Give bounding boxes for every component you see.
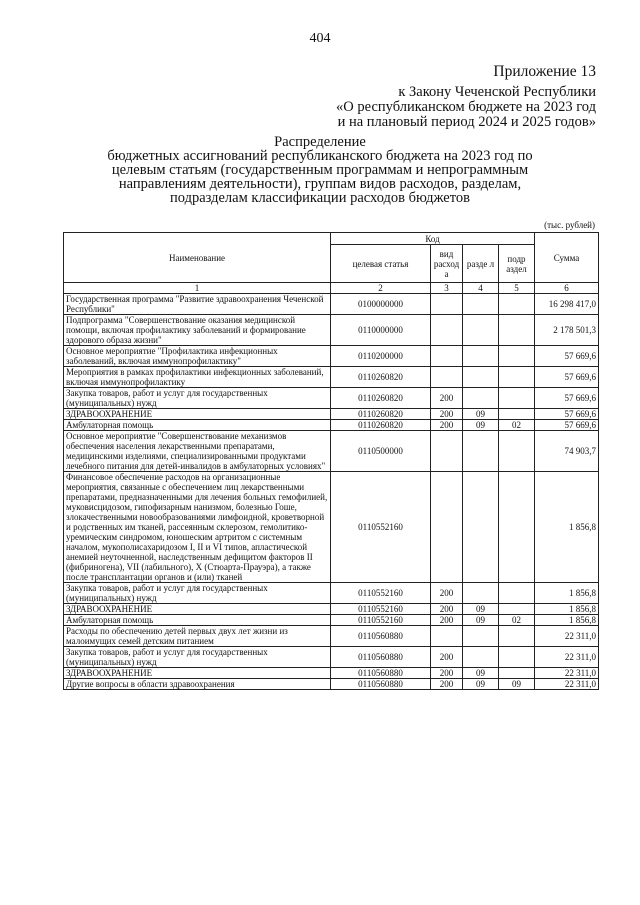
- row-name: Основное мероприятие "Совершенствование механизмов обеспечения населения лекарственными препаратами, медицинскими изделиями, специализированными продуктами лечебного питания для детей-инвалидов в амбулаторных условиях": [64, 431, 331, 472]
- row-sum: 57 669,6: [535, 367, 599, 388]
- row-podrazdel: [499, 647, 535, 668]
- row-razdel: [463, 583, 499, 604]
- row-razdel: 09: [463, 668, 499, 679]
- column-index: 5: [499, 283, 535, 294]
- row-name: Закупка товаров, работ и услуг для государственных (муниципальных) нужд: [64, 388, 331, 409]
- row-podrazdel: [499, 294, 535, 315]
- row-vid: 200: [431, 604, 463, 615]
- header-razdel: разде л: [463, 245, 499, 283]
- heading-line: направлениям деятельности), группам видов расходов, разделам,: [118, 176, 522, 192]
- heading-line: Распределение: [274, 134, 366, 150]
- row-target: 0110200000: [331, 346, 431, 367]
- row-razdel: 09: [463, 420, 499, 431]
- row-name: ЗДРАВООХРАНЕНИЕ: [64, 604, 331, 615]
- row-target: 0110560880: [331, 626, 431, 647]
- row-vid: [431, 626, 463, 647]
- row-name: Государственная программа "Развитие здравоохранения Чеченской Республики": [64, 294, 331, 315]
- row-podrazdel: [499, 409, 535, 420]
- table-row: [64, 679, 599, 690]
- table-row: [64, 626, 599, 647]
- row-name: Финансовое обеспечение расходов на организационные мероприятия, связанные с обеспечением лиц лекарственными препаратами, предназначенными для лечения больных гемофилией, муковисцидозом, гипофизарным нанизмом, болезнью Гоше, злокачественными новообразованиями лимфоидной, кроветворной и родственных им тканей, рассеянным склерозом, гемолитико-уремическим синдромом, юношеским артритом с системным началом, мукополисахаридозом I, II и VI типов, апластической анемией неуточненной, наследственным дефицитом факторов II (фибриногена), VII (лабильного), X (Стюарта-Прауэра), а также после трансплантации органов и (или) тканей: [64, 472, 331, 583]
- row-name: Амбулаторная помощь: [64, 420, 331, 431]
- row-razdel: [463, 315, 499, 346]
- column-index: 2: [331, 283, 431, 294]
- row-podrazdel: [499, 604, 535, 615]
- row-vid: 200: [431, 388, 463, 409]
- heading-line: бюджетных ассигнований республиканского бюджета на 2023 год по: [107, 148, 533, 164]
- row-podrazdel: [499, 367, 535, 388]
- row-vid: [431, 315, 463, 346]
- row-vid: [431, 431, 463, 472]
- column-index: 3: [431, 283, 463, 294]
- row-razdel: [463, 626, 499, 647]
- header-name: Наименование: [64, 233, 331, 283]
- row-razdel: 09: [463, 679, 499, 690]
- row-target: 0110260820: [331, 388, 431, 409]
- row-vid: 200: [431, 668, 463, 679]
- row-sum: 22 311,0: [535, 679, 599, 690]
- column-index-row: [64, 283, 599, 294]
- row-name: Закупка товаров, работ и услуг для государственных (муниципальных) нужд: [64, 647, 331, 668]
- row-vid: [431, 367, 463, 388]
- table-row: [64, 294, 599, 315]
- header-code: Код: [331, 233, 535, 245]
- row-name: ЗДРАВООХРАНЕНИЕ: [64, 668, 331, 679]
- row-vid: 200: [431, 409, 463, 420]
- row-podrazdel: [499, 626, 535, 647]
- row-sum: 1 856,8: [535, 472, 599, 583]
- table-row: [64, 431, 599, 472]
- row-podrazdel: [499, 472, 535, 583]
- row-razdel: 09: [463, 615, 499, 626]
- row-target: 0110552160: [331, 604, 431, 615]
- row-vid: 200: [431, 647, 463, 668]
- row-sum: 57 669,6: [535, 346, 599, 367]
- row-sum: 74 903,7: [535, 431, 599, 472]
- row-sum: 1 856,8: [535, 604, 599, 615]
- row-sum: 22 311,0: [535, 626, 599, 647]
- column-index: 4: [463, 283, 499, 294]
- table-row: [64, 472, 599, 583]
- row-target: 0100000000: [331, 294, 431, 315]
- row-sum: 57 669,6: [535, 409, 599, 420]
- appendix-line: и на плановый период 2024 и 2025 годов»: [337, 114, 596, 130]
- row-razdel: [463, 472, 499, 583]
- row-sum: 1 856,8: [535, 615, 599, 626]
- row-vid: 200: [431, 679, 463, 690]
- row-razdel: [463, 388, 499, 409]
- row-target: 0110000000: [331, 315, 431, 346]
- row-podrazdel: [499, 668, 535, 679]
- appendix-line: «О республиканском бюджете на 2023 год: [336, 99, 596, 115]
- table-row: [64, 668, 599, 679]
- row-target: 0110552160: [331, 472, 431, 583]
- row-sum: 2 178 501,3: [535, 315, 599, 346]
- row-vid: 200: [431, 420, 463, 431]
- row-target: 0110260820: [331, 367, 431, 388]
- row-podrazdel: 02: [499, 420, 535, 431]
- table-row: [64, 615, 599, 626]
- row-podrazdel: [499, 388, 535, 409]
- appendix-title: Приложение 13: [493, 63, 596, 80]
- row-sum: 57 669,6: [535, 388, 599, 409]
- page-number: 404: [309, 31, 331, 46]
- header-vid: вид расход а: [431, 245, 463, 283]
- row-target: 0110560880: [331, 647, 431, 668]
- table-row: [64, 420, 599, 431]
- table-row: [64, 315, 599, 346]
- row-name: ЗДРАВООХРАНЕНИЕ: [64, 409, 331, 420]
- row-razdel: [463, 346, 499, 367]
- row-target: 0110560880: [331, 679, 431, 690]
- appendix-line: к Закону Чеченской Республики: [398, 84, 596, 100]
- row-name: Амбулаторная помощь: [64, 615, 331, 626]
- row-vid: 200: [431, 583, 463, 604]
- row-sum: 57 669,6: [535, 420, 599, 431]
- header-podrazdel: подр аздел: [499, 245, 535, 283]
- row-podrazdel: 02: [499, 615, 535, 626]
- row-vid: [431, 294, 463, 315]
- row-name: Подпрограмма "Совершенствование оказания медицинской помощи, включая профилактику заболеваний и формирование здорового образа жизни": [64, 315, 331, 346]
- table-row: [64, 604, 599, 615]
- row-razdel: [463, 431, 499, 472]
- row-podrazdel: [499, 315, 535, 346]
- table-row: [64, 647, 599, 668]
- row-name: Мероприятия в рамках профилактики инфекционных заболеваний, включая иммунопрофилактику: [64, 367, 331, 388]
- row-razdel: 09: [463, 409, 499, 420]
- row-target: 0110552160: [331, 615, 431, 626]
- row-name: Другие вопросы в области здравоохранения: [64, 679, 331, 690]
- row-sum: 1 856,8: [535, 583, 599, 604]
- row-name: Закупка товаров, работ и услуг для государственных (муниципальных) нужд: [64, 583, 331, 604]
- row-target: 0110552160: [331, 583, 431, 604]
- appendix-block: [336, 64, 596, 130]
- row-sum: 22 311,0: [535, 668, 599, 679]
- row-name: Основное мероприятие "Профилактика инфекционных заболеваний, включая иммунопрофилактику": [64, 346, 331, 367]
- header-sum: Сумма: [535, 233, 599, 283]
- units-label: (тыс. рублей): [544, 220, 595, 230]
- row-target: 0110260820: [331, 420, 431, 431]
- row-target: 0110500000: [331, 431, 431, 472]
- row-razdel: [463, 647, 499, 668]
- header-target: целевая статья: [331, 245, 431, 283]
- column-index: 1: [64, 283, 331, 294]
- row-sum: 22 311,0: [535, 647, 599, 668]
- table-row: [64, 409, 599, 420]
- column-index: 6: [535, 283, 599, 294]
- row-target: 0110560880: [331, 668, 431, 679]
- row-podrazdel: [499, 583, 535, 604]
- row-podrazdel: 09: [499, 679, 535, 690]
- row-vid: [431, 346, 463, 367]
- document-heading: [100, 135, 540, 205]
- table-row: [64, 346, 599, 367]
- row-vid: 200: [431, 615, 463, 626]
- row-target: 0110260820: [331, 409, 431, 420]
- table-row: [64, 367, 599, 388]
- budget-table: [63, 232, 599, 690]
- heading-line: целевым статьям (государственным программам и непрограммным: [111, 162, 529, 178]
- table-row: [64, 388, 599, 409]
- heading-line: подразделам классификации расходов бюджетов: [170, 190, 470, 206]
- row-podrazdel: [499, 431, 535, 472]
- row-podrazdel: [499, 346, 535, 367]
- table-row: [64, 583, 599, 604]
- row-razdel: [463, 367, 499, 388]
- row-razdel: 09: [463, 604, 499, 615]
- row-name: Расходы по обеспечению детей первых двух лет жизни из малоимущих семей детским питанием: [64, 626, 331, 647]
- row-sum: 16 298 417,0: [535, 294, 599, 315]
- row-razdel: [463, 294, 499, 315]
- row-vid: [431, 472, 463, 583]
